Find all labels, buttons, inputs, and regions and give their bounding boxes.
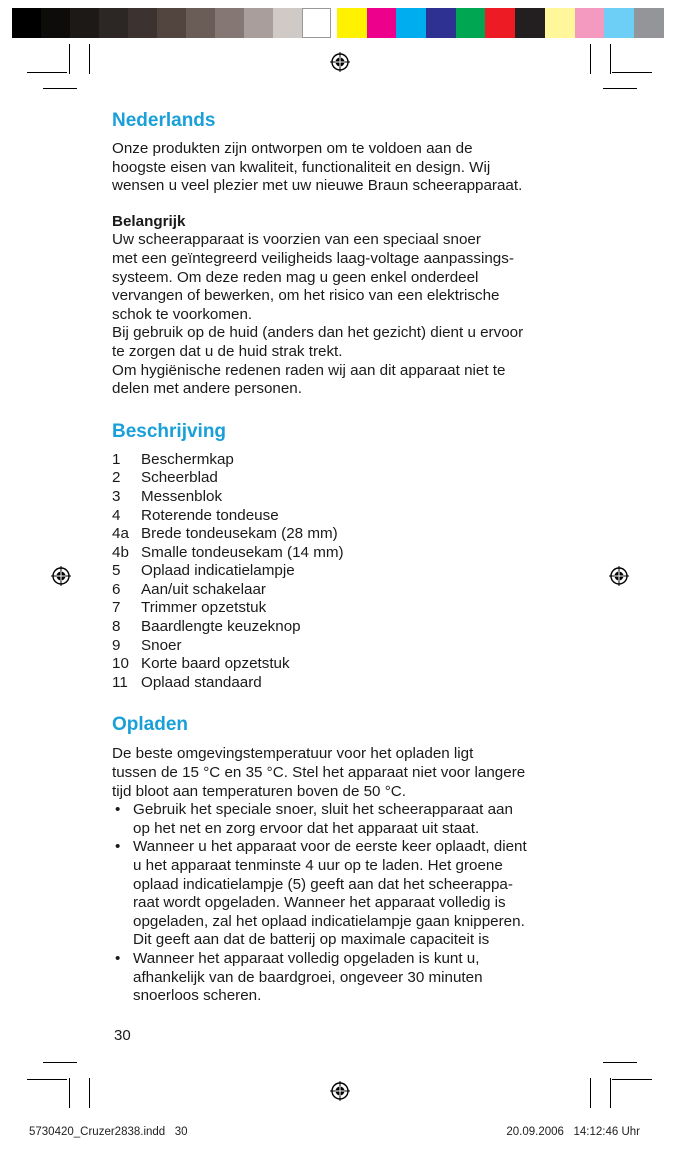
registration-mark-icon	[330, 52, 350, 72]
text-line: Wanneer het apparaat volledig opgeladen is kunt u,	[133, 949, 480, 967]
bullet-list	[112, 801, 582, 1006]
section-title-nederlands: Nederlands	[112, 110, 216, 131]
color-swatch	[456, 8, 486, 38]
text-line: vervangen of bewerken, om het risico van een elektrische	[112, 287, 500, 305]
crop-mark	[603, 88, 637, 89]
color-calibration-bar	[12, 8, 668, 38]
part-number: 10	[112, 655, 129, 673]
text-line: Wanneer u het apparaat voor de eerste keer oplaadt, dient	[133, 838, 527, 856]
crop-mark	[612, 72, 652, 73]
part-number: 1	[112, 450, 121, 468]
bullet-icon: •	[115, 949, 121, 967]
gray-swatch	[215, 8, 244, 38]
gray-swatch	[186, 8, 215, 38]
part-list-item	[112, 674, 582, 693]
text-line: te zorgen dat u de huid strak trekt.	[112, 342, 343, 360]
text-line: tijd bloot aan temperaturen boven de 50 °C.	[112, 782, 406, 800]
part-list-item	[112, 507, 582, 526]
text-line: hoogste eisen van kwaliteit, functionaliteit en design. Wij	[112, 158, 491, 176]
bullet-item	[112, 838, 582, 950]
part-number: 5	[112, 562, 121, 580]
part-list-item	[112, 562, 582, 581]
text-line: Bij gebruik op de huid (anders dan het gezicht) dient u ervoor	[112, 324, 524, 342]
text-line: schok te voorkomen.	[112, 305, 253, 323]
bullet-text	[133, 801, 513, 838]
parts-list	[112, 451, 582, 693]
crop-mark	[610, 1078, 611, 1108]
crop-mark	[27, 72, 67, 73]
color-swatch	[515, 8, 545, 38]
text-line: Gebruik het speciale snoer, sluit het scheerapparaat aan	[133, 801, 513, 819]
registration-mark-icon	[609, 566, 629, 586]
part-label: Trimmer opzetstuk	[141, 599, 267, 617]
gray-swatch	[302, 8, 331, 38]
text-line: De beste omgevingstemperatuur voor het opladen ligt	[112, 745, 474, 763]
bullet-item	[112, 950, 582, 1006]
part-list-item	[112, 525, 582, 544]
text-line: oplaad indicatielampje (5) geeft aan dat het scheerappa-	[133, 875, 513, 893]
text-line: afhankelijk van de baardgroei, ongeveer 30 minuten	[133, 968, 483, 986]
part-number: 3	[112, 487, 121, 505]
bullet-text	[133, 838, 527, 950]
part-number: 4a	[112, 525, 129, 543]
page-content	[112, 108, 582, 1006]
text-line: met een geïntegreerd veiligheids laag-voltage aanpassings-	[112, 249, 514, 267]
gray-swatch	[244, 8, 273, 38]
gray-swatch	[99, 8, 128, 38]
part-number: 9	[112, 636, 121, 654]
text-line: Om hygiënische redenen raden wij aan dit apparaat niet te	[112, 361, 506, 379]
crop-mark	[612, 1079, 652, 1080]
color-swatch	[575, 8, 605, 38]
part-label: Brede tondeusekam (28 mm)	[141, 525, 338, 543]
part-number: 11	[112, 673, 128, 691]
gray-swatch	[157, 8, 186, 38]
bullet-icon: •	[115, 801, 121, 819]
color-swatch	[396, 8, 426, 38]
gray-swatch	[273, 8, 302, 38]
part-list-item	[112, 451, 582, 470]
text-line: snoerloos scheren.	[133, 987, 262, 1005]
gray-swatch	[128, 8, 157, 38]
part-number: 4b	[112, 543, 129, 561]
color-swatch	[634, 8, 664, 38]
part-label: Oplaad standaard	[141, 673, 262, 691]
crop-mark	[43, 88, 77, 89]
text-line: Uw scheerapparaat is voorzien van een speciaal snoer	[112, 231, 481, 249]
part-label: Baardlengte keuzeknop	[141, 618, 301, 636]
part-list-item	[112, 488, 582, 507]
bullet-item	[112, 801, 582, 838]
text-line: Dit geeft aan dat de batterij op maximale capaciteit is	[133, 931, 490, 949]
bullet-text	[133, 950, 483, 1006]
part-label: Beschermkap	[141, 450, 234, 468]
text-line: delen met andere personen.	[112, 380, 302, 398]
part-list-item	[112, 544, 582, 563]
part-label: Scheerblad	[141, 469, 218, 487]
part-list-item	[112, 655, 582, 674]
text-line: Onze produkten zijn ontworpen om te voldoen aan de	[112, 140, 473, 157]
text-line: systeem. Om deze reden mag u geen enkel onderdeel	[112, 268, 479, 286]
part-label: Snoer	[141, 636, 182, 654]
color-swatch	[485, 8, 515, 38]
part-label: Roterende tondeuse	[141, 506, 279, 524]
crop-mark	[590, 1078, 591, 1108]
crop-mark	[69, 44, 70, 74]
text-line: u het apparaat tenminste 4 uur op te laden. Het groene	[133, 857, 503, 874]
opladen-intro	[112, 745, 582, 801]
part-number: 8	[112, 618, 121, 636]
part-number: 7	[112, 599, 121, 617]
color-swatch	[545, 8, 575, 38]
color-swatch	[337, 8, 367, 38]
intro-paragraph	[112, 140, 582, 196]
color-swatch	[604, 8, 634, 38]
part-list-item	[112, 618, 582, 637]
crop-mark	[610, 44, 611, 74]
part-number: 4	[112, 506, 121, 524]
gray-swatch	[41, 8, 70, 38]
part-number: 6	[112, 580, 121, 598]
crop-mark	[89, 44, 90, 74]
registration-mark-icon	[330, 1081, 350, 1101]
part-label: Messenblok	[141, 487, 223, 505]
part-number: 2	[112, 469, 121, 487]
crop-mark	[590, 44, 591, 74]
gray-swatch	[12, 8, 41, 38]
crop-mark	[27, 1079, 67, 1080]
part-label: Smalle tondeusekam (14 mm)	[141, 543, 344, 561]
part-list-item	[112, 581, 582, 600]
section-title-beschrijving: Beschrijving	[112, 420, 227, 442]
text-line: tussen de 15 °C en 35 °C. Stel het apparaat niet voor langere	[112, 764, 526, 782]
text-line: wensen u veel plezier met uw nieuwe Braun scheerapparaat.	[112, 177, 523, 195]
section-title-opladen: Opladen	[112, 714, 189, 736]
crop-mark	[89, 1078, 90, 1108]
crop-mark	[603, 1062, 637, 1063]
footer-file-slug: 5730420_Cruzer2838.indd 30	[29, 1126, 188, 1138]
part-list-item	[112, 599, 582, 618]
crop-mark	[69, 1078, 70, 1108]
part-label: Oplaad indicatielampje	[141, 562, 295, 580]
part-list-item	[112, 637, 582, 656]
crop-mark	[43, 1062, 77, 1063]
belangrijk-paragraph	[112, 231, 582, 398]
footer-date-slug: 20.09.2006 14:12:46 Uhr	[506, 1126, 640, 1138]
text-line: opgeladen, zal het oplaad indicatielampje gaan knipperen.	[133, 912, 525, 930]
color-swatch	[367, 8, 397, 38]
part-label: Aan/uit schakelaar	[141, 580, 266, 598]
bullet-icon: •	[115, 838, 121, 856]
text-line: op het net en zorg ervoor dat het apparaat uit staat.	[133, 819, 480, 837]
color-swatch	[426, 8, 456, 38]
registration-mark-icon	[51, 566, 71, 586]
part-list-item	[112, 469, 582, 488]
belangrijk-heading: Belangrijk	[112, 212, 186, 230]
gray-swatch	[70, 8, 99, 38]
page-number: 30	[114, 1027, 131, 1044]
text-line: raat wordt opgeladen. Wanneer het apparaat volledig is	[133, 894, 506, 912]
part-label: Korte baard opzetstuk	[141, 655, 290, 673]
